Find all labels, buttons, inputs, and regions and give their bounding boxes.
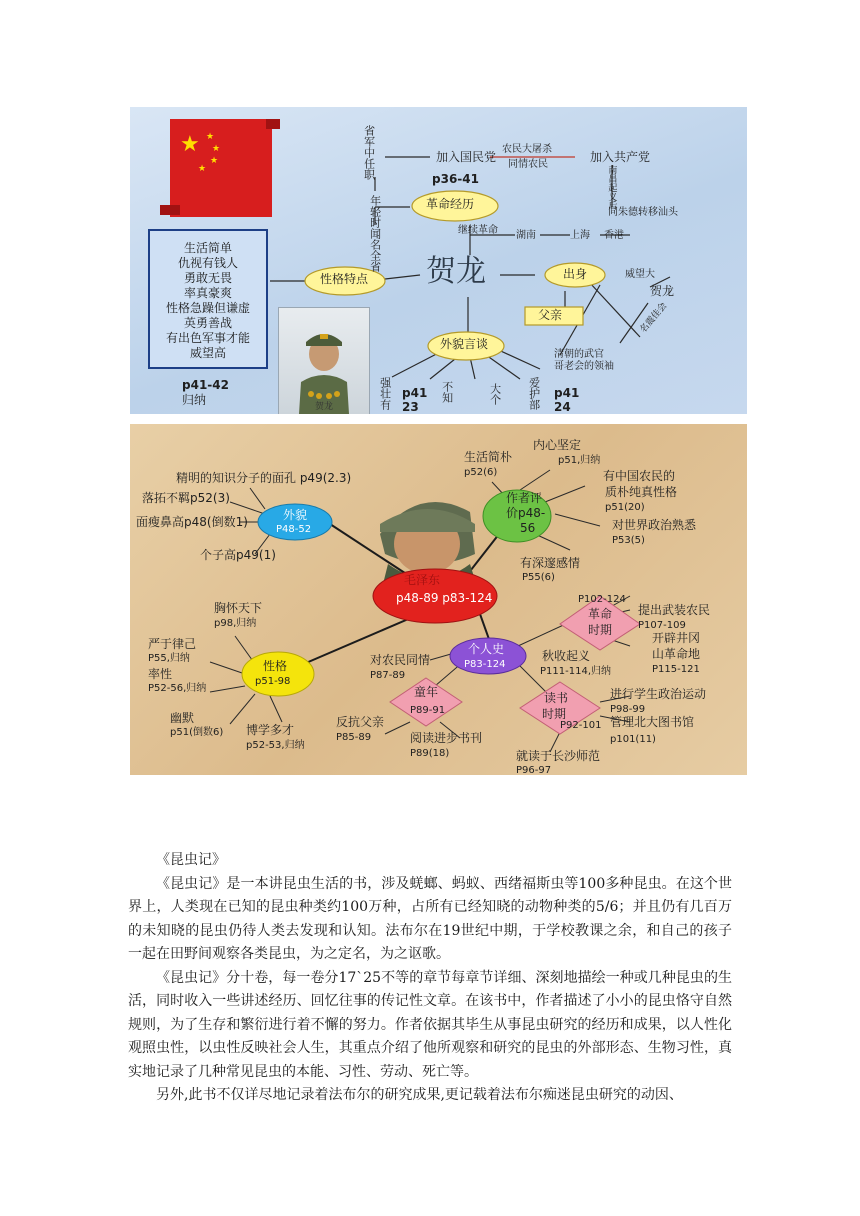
node-childhood-ref: P89-91 [410,705,446,716]
join-cpc: 加入共产党 [590,150,651,164]
article-paragraph: 另外,此书不仅详尽地记录着法布尔的研究成果,更记载着法布尔痴迷昆虫研究的动因、 [156,1087,683,1103]
node-revolution: 革命经历 [426,197,475,211]
svg-text:★: ★ [212,144,221,154]
ref-traits: p41-42 [182,378,229,392]
portrait-caption: 贺龙 [314,402,333,412]
summary-label: 归纳 [182,393,207,407]
hongkong-label: 香港 [604,230,624,241]
comment-item: 内心坚定 [533,438,582,452]
sympathy-label: 同情农民 [508,159,548,170]
node-revolution-period: 革命 [588,607,613,621]
join-kmt: 加入国民党 [436,150,497,164]
node-history: 个人史 [468,642,505,656]
trait-item: 性格急躁但谦虚 [165,301,250,315]
revolution-item: P107-109 [638,620,686,631]
center-he-long: 贺龙 [426,254,486,289]
trait-item: 勇敢无畏 [183,271,232,285]
personality-item: 博学多才 [246,723,295,737]
vertical-label-young: 年轻时闻名全省 [368,195,382,272]
article-paragraph: 《昆虫记》是一本讲昆虫生活的书，涉及蜣螂、蚂蚁、西绪福斯虫等100多种昆虫。在这个世界上，人类现在已知的昆虫种类约100万种，占所有已经知晓的动物种类的5/6；并且仍有几百万的未知晓的昆虫仍待人类去发现和认知。法布尔在19世纪中期，于学校教课之余，和自己的孩子一起在田野间观察各类昆虫，为之定名，为之讴歌。 [128,875,732,962]
appearance-item: 落拓不羁p52(3) [142,491,230,505]
he-long-portrait [278,307,370,414]
nanchang-label: 南昌起义后 [606,165,617,210]
trait-item: 仇视有钱人 [177,256,238,270]
massacre-label: 农民大屠杀 [502,144,552,155]
childhood-item: 反抗父亲 [336,715,385,729]
article-title: 《昆虫记》 [156,852,226,868]
bottom-item: 24 [554,400,571,414]
svg-text:★: ★ [198,164,207,174]
node-character: 性格特点 [320,272,369,286]
study-item: 就读于长沙师范 [516,749,601,763]
personality-item: P55,归纳 [148,653,190,664]
personality-item: p98,归纳 [214,618,257,629]
father-desc-2: 哥老会的领袖 [554,361,614,372]
node-comment-2: 价p48- [506,506,546,520]
childhood-item: 对农民同情 [370,653,431,667]
svg-text:★: ★ [210,156,219,166]
node-revolution-period-2: 时期 [588,623,613,637]
childhood-item: 阅读进步书刊 [410,731,483,745]
childhood-item: P85-89 [336,732,372,743]
revolution-item: P111-114,归纳 [540,666,611,677]
traits-box [148,229,268,369]
node-personality-ref: p51-98 [255,676,291,687]
comment-item: 有深邃感情 [520,556,581,570]
center-mao: 毛泽东 [404,573,441,587]
childhood-item: P89(18) [410,748,450,759]
comment-item: 生活简朴 [464,450,513,464]
comment-item: 质朴纯真性格 [605,485,678,499]
node-comment: 作者评 [506,491,543,505]
trait-item: 英勇善战 [183,316,232,330]
study-item: p101(11) [610,734,656,745]
father-desc-1: 清朝的武官 [554,349,604,360]
personality-item: p52-53,归纳 [246,740,305,751]
trait-item: 生活简单 [183,241,232,255]
node-study-period: 读书 [544,691,569,705]
node-appearance: 外貌 [283,508,308,522]
node-history-ref: P83-124 [464,659,506,670]
trait-item: 威望高 [189,346,226,360]
prestige-label: 威望大 [625,269,655,280]
revolution-item: 山革命地 [652,647,701,661]
study-item: P96-97 [516,765,552,775]
ref-revolution: p36-41 [432,172,479,186]
revolution-item: P102-124 [578,594,626,605]
bottom-item: 大个 [488,383,502,405]
revolution-item: 提出武装农民 [638,603,711,617]
vertical-label-official: 省军中任职 [362,125,376,180]
bottom-item: p41 [402,386,428,400]
node-personality: 性格 [263,659,288,673]
continue-label: 继续革命 [458,225,498,236]
comment-item: p51(20) [605,502,645,513]
node-childhood: 童年 [414,685,439,699]
study-item: 进行学生政治运动 [610,687,707,701]
node-appearance: 外貌言谈 [440,337,489,351]
trait-item: 率真豪爽 [183,286,232,300]
bottom-item: 爱护部 [527,377,541,410]
personality-item: 率性 [148,667,173,681]
bottom-item: 23 [402,400,419,414]
svg-text:★: ★ [206,132,215,142]
he-long-mind-map [130,107,747,414]
node-comment-3: 56 [520,521,536,535]
node-father: 父亲 [538,308,563,322]
famous-leader-label: 名震佳会 [638,301,670,336]
appearance-item: 个子高p49(1) [200,548,276,562]
comment-item: 有中国农民的 [603,469,676,483]
comment-item: p51,归纳 [558,455,601,466]
bottom-item: p41 [554,386,580,400]
personality-item: 严于律己 [148,637,197,651]
node-appearance-ref: P48-52 [276,524,312,535]
article-paragraph: 《昆虫记》分十卷，每一卷分17`25不等的章节每章节详细、深刻地描绘一种或几种昆虫的生活，同时收入一些讲述经历、回忆往事的传记性文章。在该书中，作者描述了小小的昆虫恪守自然规则，为了生存和繁衍进行着不懈的努力。作者依据其毕生从事昆虫研究的经历和成果，以人性化观照虫性，以虫性反映社会人生，其重点介绍了他所观察和研究的昆虫的外部形态、生物习性，真实地记录了几种常见昆虫的本能、习性、劳动、死亡等。 [128,969,732,1080]
personality-item: 胸怀天下 [214,601,263,615]
comment-item: P55(6) [522,572,555,583]
appearance-item: 面瘦鼻高p48(倒数1) [136,515,248,529]
appearance-item: 精明的知识分子的面孔 p49(2.3) [176,471,352,485]
study-item: P92-101 [560,720,602,731]
comment-item: p52(6) [464,467,498,478]
personality-item: P52-56,归纳 [148,683,207,694]
center-ref: p48-89 p83-124 [396,591,493,605]
trait-item: 有出色军事才能 [165,331,250,345]
bottom-item: 不知 [440,381,454,403]
article [128,849,732,1108]
node-origin: 出身 [563,267,588,281]
shanghai-label: 上海 [570,230,590,241]
study-item: 管理北大图书馆 [610,715,695,729]
revolution-item: P115-121 [652,664,700,675]
study-item: P98-99 [610,704,646,715]
zhu-de-label: 同朱德转移汕头 [608,207,678,218]
personality-item: 幽默 [170,711,195,725]
svg-text:★: ★ [180,132,200,157]
hunan-label: 湖南 [516,230,536,241]
he-long-small: 贺龙 [650,284,675,298]
comment-item: 对世界政治熟悉 [612,518,697,532]
childhood-item: P87-89 [370,670,406,681]
red-flag-scroll [160,119,280,217]
personality-item: p51(倒数6) [170,727,224,738]
revolution-item: 开辟井冈 [652,631,701,645]
mao-mind-map [130,424,747,775]
revolution-item: 秋收起义 [542,649,591,663]
bottom-item: 强壮有 [378,377,392,410]
comment-item: P53(5) [612,535,645,546]
node-study-period-2: 时期 [542,707,567,721]
